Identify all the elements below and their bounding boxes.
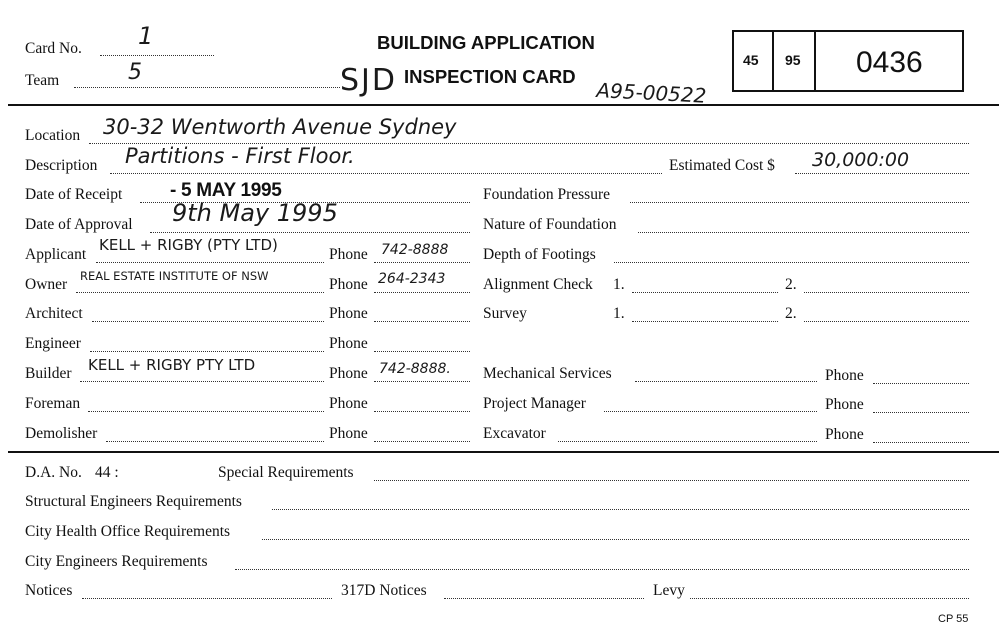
survey-label: Survey [483, 305, 527, 322]
demolisher-phone-label: Phone [329, 425, 368, 442]
card-number: 0436 [856, 46, 923, 79]
owner-line [76, 292, 324, 293]
estimated-cost-label: Estimated Cost $ [669, 157, 775, 174]
applicant-value: KELL + RIGBY (PTY LTD) [99, 236, 278, 254]
depth-footings-line [614, 262, 969, 263]
applicant-phone-value: 742-8888 [381, 242, 449, 258]
nature-foundation-line [638, 232, 969, 233]
foreman-label: Foreman [25, 395, 81, 412]
applicant-line [96, 262, 324, 263]
nature-foundation-label: Nature of Foundation [483, 216, 617, 233]
initials-handwritten: SJD [340, 63, 397, 98]
applicant-phone-label: Phone [329, 246, 368, 263]
form-code: CP 55 [938, 613, 969, 625]
card-no-label: Card No. [25, 40, 82, 57]
location-label: Location [25, 127, 81, 144]
special-requirements-label: Special Requirements [218, 464, 354, 481]
levy-label: Levy [653, 582, 685, 599]
engineer-line [90, 351, 324, 352]
alignment-num-1: 1. [613, 276, 625, 293]
date-receipt-label: Date of Receipt [25, 186, 123, 203]
applicant-label: Applicant [25, 246, 87, 263]
builder-phone-label: Phone [329, 365, 368, 382]
architect-line [92, 321, 324, 322]
foreman-phone-line [374, 411, 470, 412]
foundation-pressure-line [630, 202, 969, 203]
structural-label: Structural Engineers Requirements [25, 493, 242, 510]
foreman-line [88, 411, 324, 412]
application-reference: A95-00522 [595, 78, 707, 108]
notices-label: Notices [25, 582, 73, 599]
description-label: Description [25, 157, 98, 174]
architect-phone-line [374, 321, 470, 322]
demolisher-phone-line [374, 441, 470, 442]
engineer-label: Engineer [25, 335, 81, 352]
depth-footings-label: Depth of Footings [483, 246, 596, 263]
team-label: Team [25, 72, 60, 89]
builder-phone-value: 742-8888. [379, 361, 451, 377]
date-approval-value: 9th May 1995 [172, 199, 338, 227]
owner-phone-label: Phone [329, 276, 368, 293]
special-requirements-line [374, 480, 969, 481]
architect-phone-label: Phone [329, 305, 368, 322]
notices-line [82, 598, 332, 599]
project-manager-line [604, 411, 817, 412]
excavator-phone-line [873, 442, 969, 443]
survey-num-1: 1. [613, 305, 625, 322]
notices-317d-line [444, 598, 644, 599]
survey-num-2: 2. [785, 305, 797, 322]
levy-line [690, 598, 969, 599]
header-divider [8, 104, 999, 106]
year-box-1-text: 45 [743, 52, 759, 68]
owner-value: REAL ESTATE INSTITUTE OF NSW [80, 269, 269, 283]
alignment-line-2 [804, 292, 969, 293]
mechanical-label: Mechanical Services [483, 365, 612, 382]
da-no-label: D.A. No. [25, 464, 82, 481]
team-value: 5 [128, 60, 142, 85]
demolisher-line [106, 441, 324, 442]
date-approval-label: Date of Approval [25, 216, 133, 233]
applicant-phone-line [374, 262, 470, 263]
location-value: 30-32 Wentworth Avenue Sydney [103, 115, 457, 139]
estimated-cost-value: 30,000:00 [812, 149, 910, 171]
excavator-phone-label: Phone [825, 426, 864, 443]
foundation-pressure-label: Foundation Pressure [483, 186, 611, 203]
form-title-line2: INSPECTION CARD [404, 66, 576, 87]
owner-label: Owner [25, 276, 68, 293]
demolisher-label: Demolisher [25, 425, 98, 442]
builder-label: Builder [25, 365, 72, 382]
project-manager-phone-label: Phone [825, 396, 864, 413]
architect-label: Architect [25, 305, 83, 322]
excavator-line [558, 441, 817, 442]
description-value: Partitions - First Floor. [125, 144, 355, 168]
form-title-line1: BUILDING APPLICATION [377, 32, 595, 53]
date-receipt-stamp: - 5 MAY 1995 [170, 180, 282, 201]
alignment-check-label: Alignment Check [483, 276, 593, 293]
city-engineers-label: City Engineers Requirements [25, 553, 208, 570]
alignment-line-1 [632, 292, 778, 293]
health-office-line [262, 539, 969, 540]
city-engineers-line [235, 569, 969, 570]
mechanical-phone-line [873, 383, 969, 384]
mechanical-phone-label: Phone [825, 367, 864, 384]
card-no-line [100, 55, 214, 56]
card-no-value: 1 [138, 22, 154, 50]
mechanical-line [635, 381, 817, 382]
excavator-label: Excavator [483, 425, 546, 442]
estimated-cost-line [795, 173, 969, 174]
survey-line-2 [804, 321, 969, 322]
alignment-num-2: 2. [785, 276, 797, 293]
fields-divider [8, 451, 999, 453]
health-office-label: City Health Office Requirements [25, 523, 231, 540]
date-approval-line [150, 232, 470, 233]
year-box-2-text: 95 [785, 52, 801, 68]
description-line [110, 173, 662, 174]
project-manager-phone-line [873, 412, 969, 413]
engineer-phone-line [374, 351, 470, 352]
structural-line [272, 509, 969, 510]
da-no-value: 44 : [95, 464, 119, 481]
notices-317d-label: 317D Notices [341, 582, 427, 599]
owner-phone-value: 264-2343 [378, 271, 446, 287]
builder-line [80, 381, 324, 382]
survey-line-1 [632, 321, 778, 322]
builder-value: KELL + RIGBY PTY LTD [88, 356, 256, 374]
engineer-phone-label: Phone [329, 335, 368, 352]
foreman-phone-label: Phone [329, 395, 368, 412]
builder-phone-line [374, 381, 470, 382]
team-line [74, 87, 340, 88]
owner-phone-line [374, 292, 470, 293]
project-manager-label: Project Manager [483, 395, 586, 412]
